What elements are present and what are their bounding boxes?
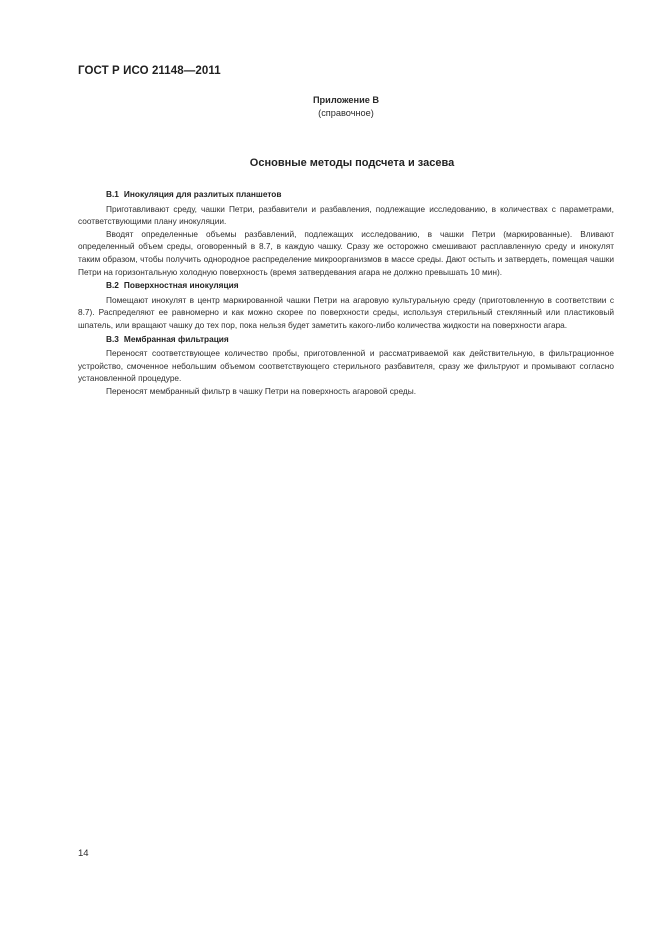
section-title: Поверхностная инокуляция [123,280,239,291]
document-body [78,187,614,398]
section-title: Мембранная фильтрация [123,333,229,344]
appendix-type: (справочное) [318,108,374,118]
paragraph: Переносят мембранный фильтр в чашку Петри на поверхность агаровой среды. [106,385,417,396]
section-b3 [78,333,614,398]
section-b2 [78,279,614,331]
section-number: В.1 [106,189,119,199]
paragraph: Помещают инокулят в центр маркированной чашки Петри на агаровую культуральную среду (приготовленную в соответствии с 8.7). Распределяют ее равномерно и как можно скорее по поверхности среды, используя стерильный стеклянный или пластиковый шпатель, или вращают чашку до тех пор, пока нельзя будет заметить какого-либо количества жидкости на поверхности агара. [78,294,614,330]
document-title: Основные методы подсчета и засева [249,157,455,169]
paragraph: Переносят соответствующее количество пробы, приготовленной и рассматриваемой как действительную, в фильтрационное устройство, смоченное небольшим объемом соответствующего стерильного разбавителя, сразу же фильтруют и промывают согласно установленной процедуре. [78,348,614,384]
section-heading [78,279,614,292]
section-heading [78,333,614,346]
standard-code-header: ГОСТ Р ИСО 21148—2011 [78,65,221,77]
paragraph: Приготавливают среду, чашки Петри, разбавители и разбавления, подлежащие исследованию, в количествах с параметрами, соответствующими плану инокуляции. [78,203,614,227]
paragraph: Вводят определенные объемы разбавлений, подлежащих исследованию, в чашки Петри (маркированные). Вливают определенный объем среды, оговоренный в 8.7, в каждую чашку. Сразу же осторожно смешивают расплавленную среду и инокулят таким образом, чтобы получить однородное распределение микроорганизмов в массе среды. Дают остыть и затвердеть, помещая чашки Петри на горизонтальную холодную поверхность (время затвердевания агара не должно превышать 10 мин). [78,228,614,277]
appendix-label [260,94,432,120]
section-number: В.2 [106,280,119,291]
section-b1 [78,188,614,278]
section-title: Инокуляция для разлитых планшетов [123,189,282,199]
section-number: В.3 [106,333,119,344]
section-heading [78,188,614,201]
appendix-title: Приложение В [312,95,380,105]
page-number: 14 [78,848,89,859]
